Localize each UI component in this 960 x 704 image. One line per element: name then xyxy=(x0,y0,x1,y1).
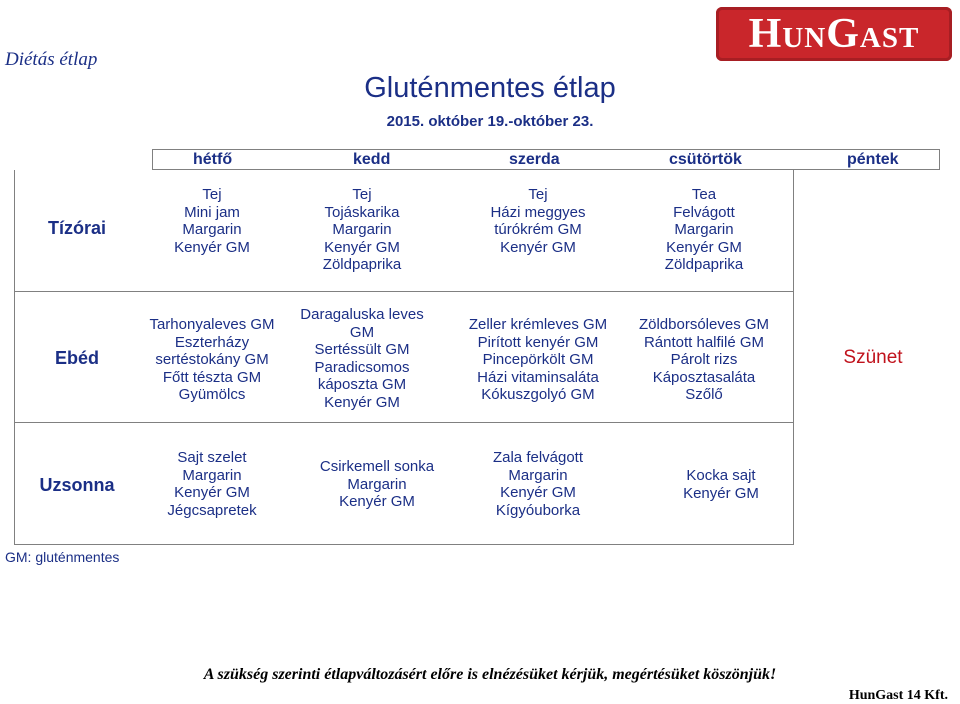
hungast-logo xyxy=(716,7,952,61)
menu-item: Zeller krémleves GM xyxy=(468,316,608,333)
menu-item: Házi meggyes xyxy=(490,203,586,221)
menu-item: Eszterházy xyxy=(174,333,250,351)
menu-item: Kenyér GM xyxy=(174,484,250,501)
meal-cell xyxy=(646,467,796,502)
menu-item: Kenyér GM xyxy=(500,238,576,256)
meal-cell xyxy=(287,306,437,411)
menu-item: Gyümölcs xyxy=(178,386,246,403)
menu-item: Tej xyxy=(202,186,222,203)
menu-item: Kókuszgolyó GM xyxy=(481,386,595,403)
day-header-monday: hétfő xyxy=(193,151,233,168)
meal-cell xyxy=(287,186,437,274)
meal-row-tizorai xyxy=(14,170,794,292)
menu-item: Zöldpaprika xyxy=(322,256,402,273)
meal-cell xyxy=(463,449,613,519)
menu-item: Kenyér GM xyxy=(666,238,742,256)
meal-cell xyxy=(137,316,287,404)
menu-item: Zöldborsóleves GM xyxy=(638,316,770,333)
menu-item: Pirított kenyér GM xyxy=(477,333,599,351)
menu-item: Sajt szelet xyxy=(177,449,247,466)
menu-item: Zala felvágott xyxy=(492,449,584,466)
weekday-header xyxy=(152,149,940,170)
menu-item: Margarin xyxy=(182,466,242,484)
menu-item: Párolt rizs xyxy=(670,351,738,368)
menu-item: Paradicsomos xyxy=(314,358,410,376)
menu-item: Kenyér GM xyxy=(174,238,250,256)
menu-item: Kenyér GM xyxy=(683,484,759,502)
diet-menu-label: Diétás étlap xyxy=(5,49,98,70)
day-header-thursday: csütörtök xyxy=(669,151,742,168)
meal-cell xyxy=(137,449,287,519)
menu-item: Tej xyxy=(352,186,372,203)
menu-item: Mini jam xyxy=(184,203,240,221)
menu-item: Tej xyxy=(528,186,548,203)
menu-item: Daragaluska leves xyxy=(300,306,424,323)
legend-gm: GM: gluténmentes xyxy=(5,549,120,565)
friday-closed-note: Szünet xyxy=(843,347,903,368)
menu-item: Tea xyxy=(691,186,717,203)
menu-item: Margarin xyxy=(182,221,242,238)
menu-item: sertéstokány GM xyxy=(155,351,269,368)
meal-label-tizorai: Tízórai xyxy=(47,218,106,238)
menu-item: Kocka sajt xyxy=(686,467,756,484)
menu-item: Rántott halfilé GM xyxy=(643,333,765,351)
menu-item: Kenyér GM xyxy=(500,484,576,501)
logo-text: HunGast xyxy=(748,11,920,57)
company-name: HunGast 14 Kft. xyxy=(848,688,948,703)
meal-cell xyxy=(629,316,779,404)
menu-item: Csirkemell sonka xyxy=(319,458,435,475)
menu-item: Kenyér GM xyxy=(324,393,400,411)
menu-item: Zöldpaprika xyxy=(664,256,744,273)
meal-label-ebed: Ebéd xyxy=(54,348,99,368)
meal-cell xyxy=(463,186,613,256)
meal-row-ebed xyxy=(14,292,794,423)
menu-item: Főtt tészta GM xyxy=(162,368,262,386)
menu-item: Tarhonyaleves GM xyxy=(149,316,275,333)
menu-item: Margarin xyxy=(332,221,392,238)
meal-label-uzsonna: Uzsonna xyxy=(39,475,115,495)
menu-item: Margarin xyxy=(674,221,734,238)
menu-item: Tojáskarika xyxy=(324,203,400,221)
menu-item: Margarin xyxy=(508,466,568,484)
menu-item: Jégcsapretek xyxy=(167,501,257,519)
menu-item: GM xyxy=(349,323,375,341)
menu-item: Kenyér GM xyxy=(339,493,415,510)
menu-item: Sertéssült GM xyxy=(314,341,410,358)
day-header-tuesday: kedd xyxy=(353,151,391,168)
menu-item: Kenyér GM xyxy=(324,238,400,256)
day-header-wednesday: szerda xyxy=(509,151,560,168)
page-title: Gluténmentes étlap xyxy=(364,72,616,104)
menu-item: Margarin xyxy=(347,475,407,493)
meal-cell xyxy=(463,316,613,404)
menu-item: Szőlő xyxy=(685,386,723,403)
meal-cell xyxy=(137,186,287,256)
menu-item: káposzta GM xyxy=(317,376,407,393)
menu-item: Kígyóuborka xyxy=(495,501,581,519)
meal-cell xyxy=(629,186,779,274)
menu-item: Káposztasaláta xyxy=(652,368,756,386)
date-range: 2015. október 19.-október 23. xyxy=(386,113,594,130)
meal-row-uzsonna xyxy=(14,423,794,545)
day-header-friday: péntek xyxy=(847,151,899,168)
menu-item: Felvágott xyxy=(673,203,735,221)
meal-cell xyxy=(302,458,452,511)
footer-note: A szükség szerinti étlapváltozásért előre is elnézésüket kérjük, megértésüket köszönjük! xyxy=(203,666,777,683)
menu-item: Házi vitaminsaláta xyxy=(477,368,599,386)
menu-item: Pincepörkölt GM xyxy=(482,351,594,368)
menu-item: túrókrém GM xyxy=(494,221,582,238)
